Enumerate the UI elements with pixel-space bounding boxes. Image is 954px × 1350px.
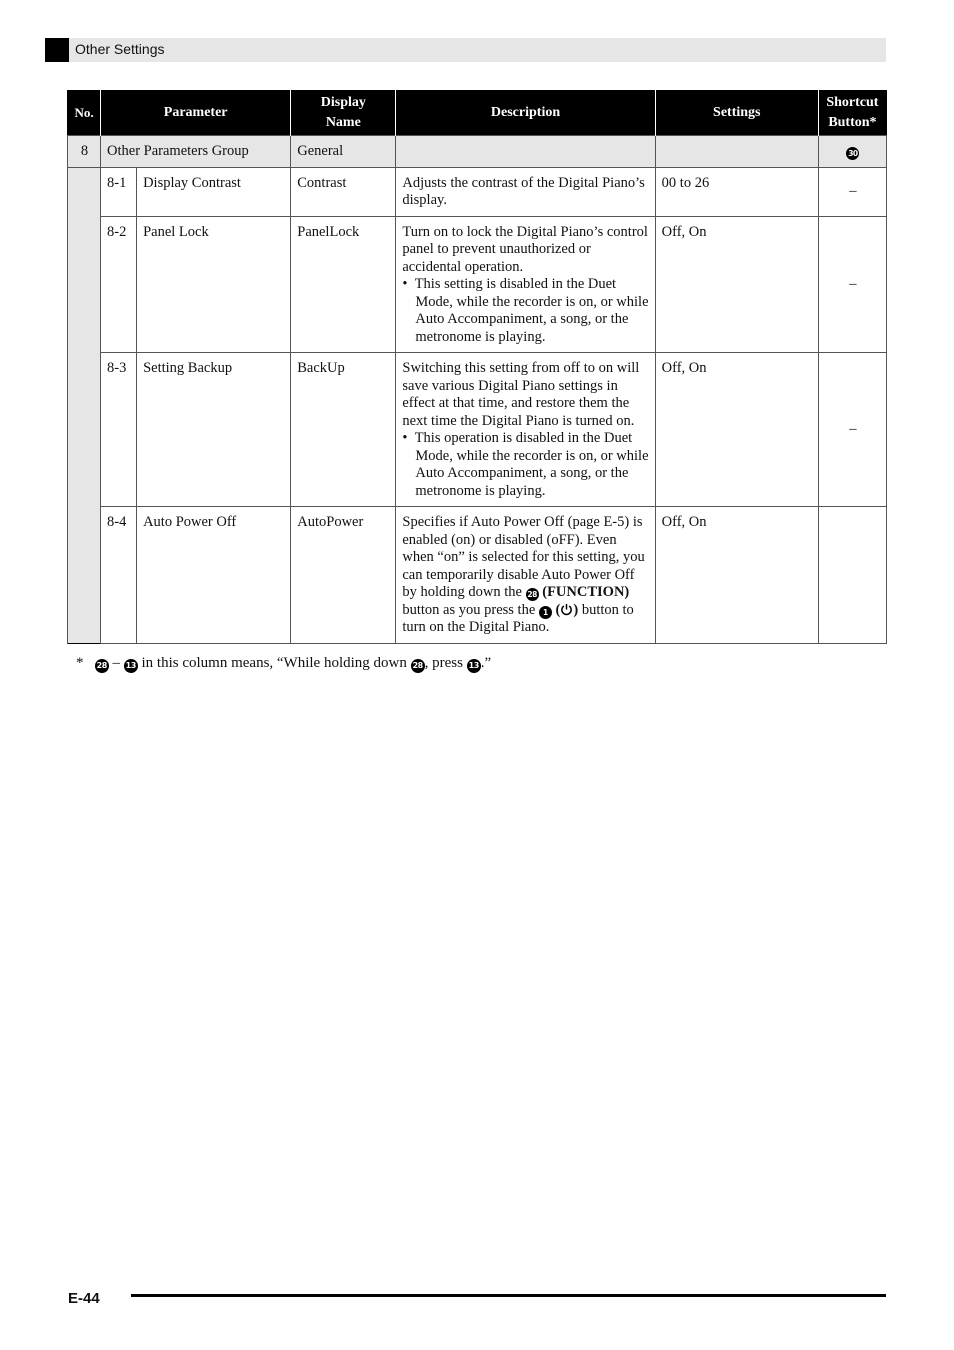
row-no: 8-1 — [101, 167, 137, 216]
footnote-dash: – — [112, 655, 120, 671]
description-bullet: • This setting is disabled in the Duet Mode, while the recorder is on, or while Auto Accompaniment, a song, or the metronome is playing. — [402, 276, 649, 345]
table-row — [68, 167, 887, 216]
row-parameter: Setting Backup — [137, 353, 291, 507]
header-display-name — [291, 91, 396, 136]
table-row — [68, 353, 887, 507]
parameters-table — [67, 90, 887, 644]
row-shortcut: – — [818, 353, 886, 507]
header-no: No. — [68, 91, 101, 136]
description-text: Turn on to lock the Digital Piano’s control panel to prevent unauthorized or accidental operation. — [402, 223, 648, 275]
row-display-name: AutoPower — [291, 507, 396, 644]
table-row — [68, 507, 887, 644]
row-no: 8-3 — [101, 353, 137, 507]
row-no: 8-2 — [101, 216, 137, 353]
table-header-row — [68, 91, 887, 136]
row-settings: 00 to 26 — [655, 167, 818, 216]
footer-rule — [131, 1294, 886, 1297]
shortcut-number-badge: 30 — [848, 149, 858, 158]
footnote-star: * — [76, 655, 84, 671]
row-display-name: Contrast — [291, 167, 396, 216]
row-parameter: Panel Lock — [137, 216, 291, 353]
group-name: Other Parameters Group — [101, 136, 291, 168]
header-shortcut-line1: Shortcut — [826, 95, 879, 110]
header-shortcut-line2: Button* — [828, 115, 877, 130]
table-row — [68, 216, 887, 353]
row-shortcut: – — [818, 216, 886, 353]
power-icon — [560, 603, 573, 616]
group-shortcut — [818, 136, 886, 168]
row-description: Specifies if Auto Power Off (page E-5) is enabled (on) or disabled (oFF). Even when “on” is selected for this setting, you can temporarily disable Auto Power Off by holding down the 28 (FUNCTION) button as you press the 1 ( ) button to turn on the Digital Piano. — [396, 507, 655, 644]
description-text: Switching this setting from off to on will save various Digital Piano settings in effect at that time, and restore them the next time the Digital Piano is turned on. — [402, 360, 640, 429]
section-header-bar — [45, 38, 886, 62]
description-bullet: • This operation is disabled in the Duet Mode, while the recorder is on, or while Auto Accompaniment, a song, or the metronome is playing. — [402, 430, 649, 499]
description-text-part3: button to turn on the Digital Piano. — [402, 601, 634, 635]
footnote-text2: , press — [424, 655, 463, 671]
row-description: Adjusts the contrast of the Digital Piano’s display. — [396, 167, 655, 216]
function-button-label: (FUNCTION) — [542, 584, 630, 600]
header-display-name-line2: Name — [325, 115, 361, 130]
footnote-text3: .” — [480, 655, 492, 671]
group-no: 8 — [68, 136, 101, 168]
row-settings: Off, On — [655, 507, 818, 644]
header-parameter: Parameter — [101, 91, 291, 136]
footnote-badge-a2: 28 — [411, 659, 425, 673]
row-parameter: Display Contrast — [137, 167, 291, 216]
header-description: Description — [396, 91, 655, 136]
power-button-number-badge: 1 — [539, 606, 552, 619]
footnote-badge-b2: 13 — [467, 659, 481, 673]
description-text-part2: button as you press the — [402, 601, 536, 618]
section-marker-block — [45, 38, 69, 62]
header-shortcut — [818, 91, 886, 136]
description-text-part1: Specifies if Auto Power Off (page E-5) is enabled (on) or disabled (oFF). Even when “on” is selected for this setting, you can temporarily disable Auto Power Off by holding down the — [402, 514, 645, 600]
footnote-text1: in this column means, “While holding down — [141, 655, 407, 671]
row-shortcut — [818, 507, 886, 644]
bullet-text: This setting is disabled in the Duet Mode, while the recorder is on, or while Auto Accompaniment, a song, or the metronome is playing. — [414, 276, 649, 345]
function-button-number-badge: 28 — [527, 590, 537, 599]
row-settings: Off, On — [655, 353, 818, 507]
footnote — [76, 655, 491, 673]
group-row — [68, 136, 887, 168]
row-display-name: PanelLock — [291, 216, 396, 353]
header-settings: Settings — [655, 91, 818, 136]
footnote-badge-b: 13 — [124, 659, 138, 673]
section-title: Other Settings — [75, 41, 165, 57]
row-settings: Off, On — [655, 216, 818, 353]
row-no: 8-4 — [101, 507, 137, 644]
footnote-badge-a: 28 — [95, 659, 109, 673]
bullet-text: This operation is disabled in the Duet Mode, while the recorder is on, or while Auto Accompaniment, a song, or the metronome is playing. — [414, 430, 649, 499]
row-parameter: Auto Power Off — [137, 507, 291, 644]
row-description — [396, 216, 655, 353]
page-number: E-44 — [68, 1290, 100, 1307]
row-description — [396, 353, 655, 507]
row-display-name: BackUp — [291, 353, 396, 507]
group-indent-cell — [68, 167, 101, 643]
group-display-name: General — [291, 136, 396, 168]
header-display-name-line1: Display — [320, 95, 366, 110]
row-shortcut: – — [818, 167, 886, 216]
